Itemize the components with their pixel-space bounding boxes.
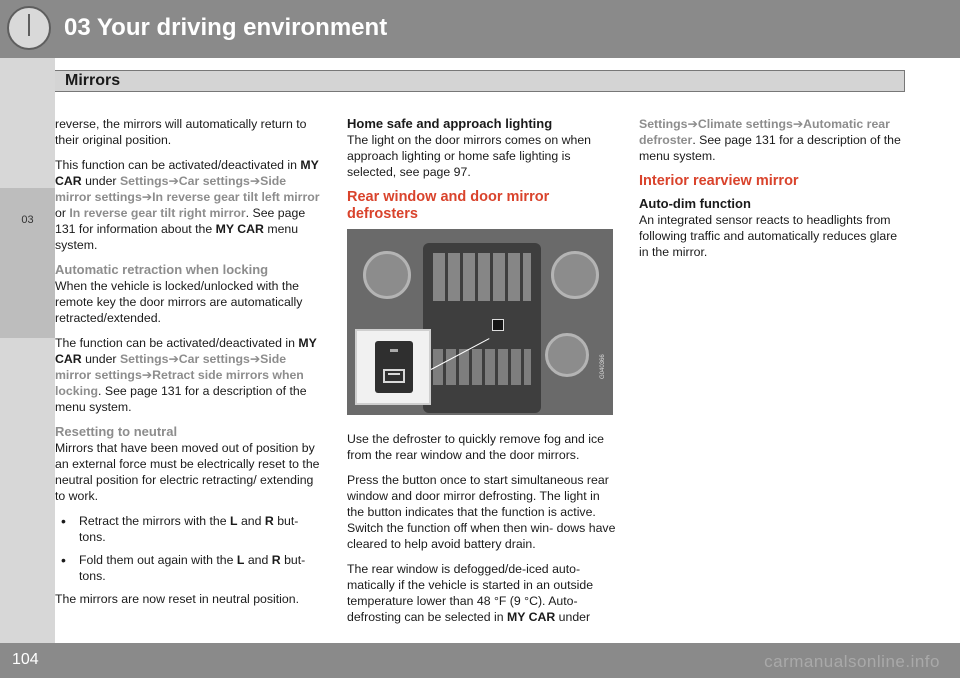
- paragraph: When the vehicle is locked/unlocked with the remote key the door mirrors are automatically retracted/extended.: [55, 279, 303, 325]
- chapter-side-tab: [0, 188, 55, 338]
- column-1: [55, 116, 325, 616]
- defroster-figure: [347, 229, 613, 415]
- section-title: Mirrors: [65, 72, 121, 89]
- heading-auto-dim: Auto-dim function: [639, 196, 751, 211]
- paragraph: The mirrors are now reset in neutral position.: [55, 592, 299, 606]
- column-3: [639, 116, 909, 269]
- paragraph-menu-path: Settings➔Climate settings➔Automatic rear defroster. See page 131 for a description of the menu system.: [639, 117, 901, 163]
- column-2: [347, 116, 617, 634]
- menu-path: Settings: [119, 174, 169, 188]
- arrow-icon: ➔: [141, 368, 153, 382]
- arrow-icon: ➔: [141, 190, 153, 204]
- volume-knob: [363, 251, 411, 299]
- arrow-icon: ➔: [687, 117, 698, 131]
- chapter-side-strip: [0, 58, 55, 643]
- temp-knob: [545, 333, 589, 377]
- defrost-button: [375, 341, 413, 393]
- figure-code: G040366: [600, 354, 606, 379]
- tune-knob: [551, 251, 599, 299]
- chapter-title: 03 Your driving environment: [64, 14, 388, 41]
- watermark: carmanualsonline.info: [764, 652, 940, 671]
- page-number: 104: [12, 651, 39, 668]
- page-footer: [0, 643, 960, 678]
- heading-resetting: Resetting to neutral: [55, 424, 178, 439]
- paragraph: The rear window is defogged/de-iced auto- matically if the vehicle is started in an outside temperature lower than 48 °F (9 °C). Auto- defrosting can be selected in MY CAR under: [347, 562, 594, 624]
- section-bar: [55, 70, 905, 92]
- heading-auto-retraction: Automatic retraction when locking: [55, 262, 269, 277]
- paragraph: Mirrors that have been moved out of position by an external force must be electrically reset to the neutral position for electric retracting/ extending to work.: [55, 441, 320, 503]
- gauge-icon: [7, 6, 51, 50]
- paragraph-activation: This function can be activated/deactivated in MY CAR under Settings➔Car settings➔Side mirror settings➔In reverse gear tilt left mirror or In reverse gear tilt right mirror. See page 131 for information about the MY CAR menu system.: [55, 158, 320, 252]
- arrow-icon: ➔: [249, 352, 261, 366]
- paragraph: reverse, the mirrors will automatically return to their original position.: [55, 117, 307, 147]
- heading-home-safe: Home safe and approach lighting: [347, 116, 553, 131]
- my-car-label: MY CAR: [55, 158, 319, 188]
- arrow-icon: ➔: [168, 352, 179, 366]
- defrost-button-callout: [355, 329, 431, 405]
- paragraph: The light on the door mirrors comes on when approach lighting or home safe lighting is selected, see page 97.: [347, 133, 592, 179]
- paragraph: Press the button once to start simultaneous rear window and door mirror defrosting. The light in the button indicates that the function is active. Switch the function off when then win- dows have cleared to help avoid battery drain.: [347, 473, 616, 551]
- keypad: [433, 253, 531, 301]
- chapter-header: [0, 0, 960, 58]
- heading-interior-mirror: Interior rearview mirror: [639, 173, 799, 189]
- keypad-lower: [433, 349, 531, 385]
- paragraph: An integrated sensor reacts to headlights from following traffic and automatically reduces glare in the mirror.: [639, 213, 898, 259]
- arrow-icon: ➔: [168, 174, 179, 188]
- arrow-icon: ➔: [249, 174, 261, 188]
- arrow-icon: ➔: [792, 117, 804, 131]
- defrost-button-location: [492, 319, 504, 331]
- heading-defrosters: Rear window and door mirror defrosters: [347, 189, 550, 222]
- list-item: • Retract the mirrors with the L and R but- tons.: [55, 513, 325, 545]
- paragraph: Use the defroster to quickly remove fog and ice from the rear window and the door mirrors.: [347, 432, 604, 462]
- list-item: • Fold them out again with the L and R but- tons.: [55, 552, 325, 584]
- rear-defrost-icon: [383, 369, 405, 383]
- chapter-tag: 03: [21, 214, 34, 226]
- paragraph-activation-2: The function can be activated/deactivated in MY CAR under Settings➔Car settings➔Side mirror settings➔Retract side mirrors when locking. See page 131 for a description of the menu system.: [55, 336, 317, 414]
